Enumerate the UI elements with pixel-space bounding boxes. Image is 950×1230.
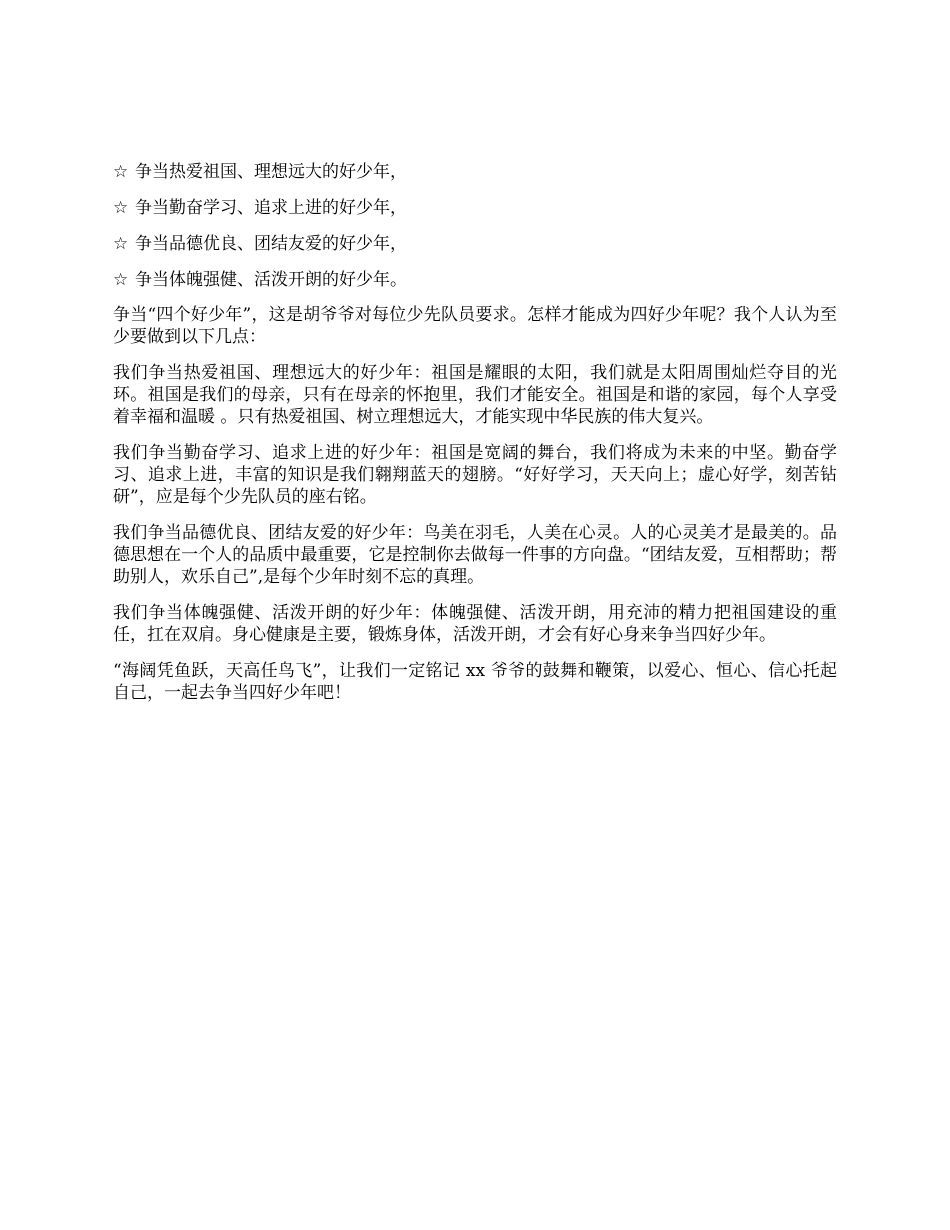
bullet-text: 争当体魄强健、活泼开朗的好少年。 xyxy=(135,270,407,290)
paragraph-health: 我们争当体魄强健、活泼开朗的好少年：体魄强健、活泼开朗，用充沛的精力把祖国建设的重任，扛在双肩。身心健康是主要，锻炼身体，活泼开朗，才会有好心身来争当四好少年。 xyxy=(113,603,837,645)
bullet-text: 争当品德优良、团结友爱的好少年， xyxy=(135,234,407,254)
bullet-item xyxy=(113,232,837,256)
paragraph-study: 我们争当勤奋学习、追求上进的好少年：祖国是宽阔的舞台，我们将成为未来的中坚。勤奋学习、追求上进，丰富的知识是我们翱翔蓝天的翅膀。“好好学习，天天向上；虚心好学，刻苦钻研”，应是每个少先队员的座右铭。 xyxy=(113,443,837,507)
bullet-text: 争当勤奋学习、追求上进的好少年， xyxy=(135,198,407,218)
star-icon: ☆ xyxy=(113,198,129,218)
bullet-item xyxy=(113,160,837,184)
bullet-text: 争当热爱祖国、理想远大的好少年， xyxy=(135,162,407,182)
closing-paragraph: “海阔凭鱼跃，天高任鸟飞”，让我们一定铭记 xx 爷爷的鼓舞和鞭策，以爱心、恒心、信心托起自己，一起去争当四好少年吧！ xyxy=(113,661,837,703)
bullet-item xyxy=(113,268,837,292)
star-icon: ☆ xyxy=(113,162,129,182)
star-icon: ☆ xyxy=(113,270,129,290)
bullet-item xyxy=(113,196,837,220)
paragraph-patriotism: 我们争当热爱祖国、理想远大的好少年：祖国是耀眼的太阳，我们就是太阳周围灿烂夺目的光环。祖国是我们的母亲，只有在母亲的怀抱里，我们才能安全。祖国是和谐的家园，每个人享受着幸福和温暖 。只有热爱祖国、树立理想远大，才能实现中华民族的伟大复兴。 xyxy=(113,363,837,427)
star-icon: ☆ xyxy=(113,234,129,254)
intro-paragraph: 争当“四个好少年”，这是胡爷爷对每位少先队员要求。怎样才能成为四好少年呢？我个人认为至少要做到以下几点： xyxy=(113,305,837,347)
paragraph-morality: 我们争当品德优良、团结友爱的好少年：鸟美在羽毛，人美在心灵。人的心灵美才是最美的。品德思想在一个人的品质中最重要，它是控制你去做每一件事的方向盘。“团结友爱，互相帮助；帮助别人，欢乐自己”,是每个少年时刻不忘的真理。 xyxy=(113,523,837,587)
document-body xyxy=(113,160,837,718)
